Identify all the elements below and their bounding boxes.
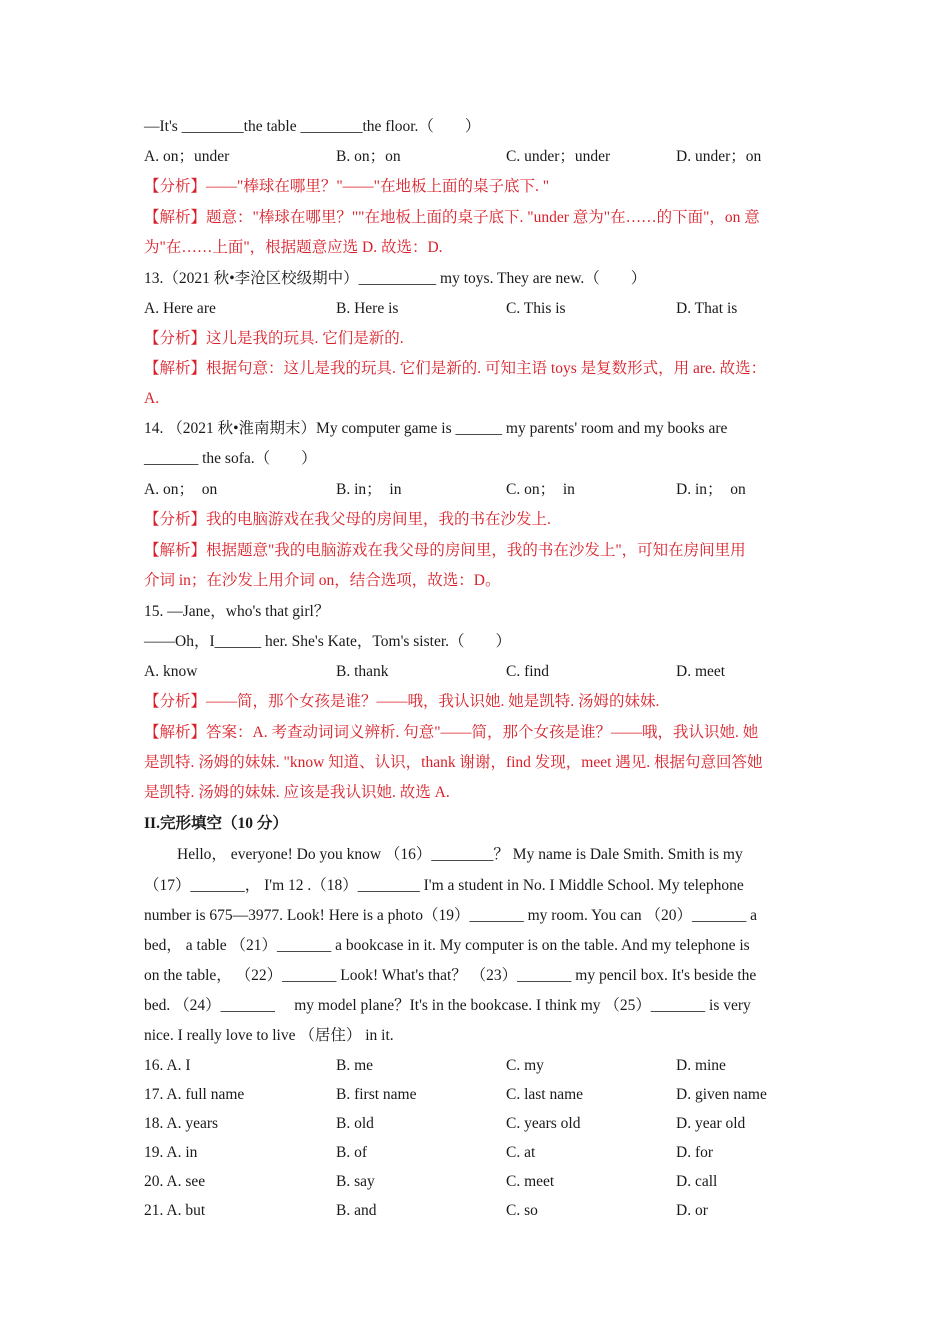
choice-row (144, 1085, 814, 1105)
passage-line: number is 675—3977. Look! Here is a photo（19）_______ my room. You can （20）_______ a (144, 907, 758, 924)
section-heading: II.完形填空（10 分） (144, 815, 288, 832)
question-stem-cont: ——Oh，I______ her. She's Kate，Tom's sister.（ ） (144, 633, 512, 650)
option-b: B. old (336, 1115, 374, 1132)
option-d: D. for (676, 1144, 714, 1161)
option-a: 21. A. but (144, 1202, 206, 1219)
option-a: 19. A. in (144, 1144, 198, 1161)
option-c: C. at (506, 1144, 536, 1161)
passage-line: （17）_______， I'm 12 .（18）________ I'm a student in No. I Middle School. My telephone (144, 877, 744, 894)
option-c: C. under；under (506, 148, 611, 165)
choice-row (144, 1056, 814, 1076)
explanation-cont: 是凯特. 汤姆的妹妹. 应该是我认识她. 故选 A. (144, 784, 450, 801)
option-a: 18. A. years (144, 1115, 219, 1132)
option-a: A. on； on (144, 481, 218, 498)
choice-row (144, 1114, 814, 1134)
option-b: B. me (336, 1057, 374, 1074)
passage-line: Hello， everyone! Do you know （16）________？ My name is Dale Smith. Smith is my (177, 846, 743, 863)
options-row (144, 147, 814, 167)
option-c: C. so (506, 1202, 538, 1219)
option-d: D. mine (676, 1057, 726, 1074)
option-d: D. call (676, 1173, 718, 1190)
analysis: 【分析】——简，那个女孩是谁？——哦，我认识她. 她是凯特. 汤姆的妹妹. (144, 693, 660, 710)
explanation: 【解析】题意："棒球在哪里？""在地板上面的桌子底下. "under 意为"在……的下面"，on 意 (144, 209, 760, 226)
choice-row (144, 1201, 814, 1221)
analysis-tag: 【分析】 (144, 178, 207, 195)
option-c: C. my (506, 1057, 544, 1074)
explain-tag: 【解析】 (144, 542, 207, 559)
options-row (144, 662, 814, 682)
analysis: 【分析】这儿是我的玩具. 它们是新的. (144, 330, 404, 347)
explanation: 【解析】答案：A. 考查动词词义辨析. 句意"——简，那个女孩是谁？——哦，我认识她. 她 (144, 724, 759, 741)
analysis-tag: 【分析】 (144, 330, 207, 347)
option-d: D. or (676, 1202, 708, 1219)
explanation-cont: 介词 in；在沙发上用介词 on，结合选项，故选：D。 (144, 572, 501, 589)
analysis-tag: 【分析】 (144, 511, 207, 528)
option-b: B. on；on (336, 148, 401, 165)
explanation: 【解析】根据题意"我的电脑游戏在我父母的房间里，我的书在沙发上"，可知在房间里用 (144, 542, 746, 559)
option-c: C. find (506, 663, 550, 680)
passage-line: on the table， （22）_______ Look! What's that？ （23）_______ my pencil box. It's beside the (144, 967, 757, 984)
choice-row (144, 1143, 814, 1163)
passage-line: nice. I really love to live （居住） in it. (144, 1027, 394, 1044)
explain-tag: 【解析】 (144, 360, 207, 377)
choice-row (144, 1172, 814, 1192)
explain-tag: 【解析】 (144, 724, 207, 741)
question-stem: 13.（2021 秋•李沧区校级期中）__________ my toys. They are new.（ ） (144, 270, 647, 287)
passage-line: bed. （24）_______ my model plane？It's in the bookcase. I think my （25）_______ is very (144, 997, 751, 1014)
option-b: B. first name (336, 1086, 417, 1103)
explanation-cont: A. (144, 390, 160, 407)
question-stem: 15. —Jane，who's that girl？ (144, 603, 330, 620)
question-stem: 14. （2021 秋•淮南期末）My computer game is ______ my parents' room and my books are (144, 420, 728, 437)
option-c: C. last name (506, 1086, 584, 1103)
option-c: C. years old (506, 1115, 581, 1132)
option-b: B. in； in (336, 481, 402, 498)
option-d: D. given name (676, 1086, 767, 1103)
option-a: A. Here are (144, 300, 216, 317)
option-a: 16. A. I (144, 1057, 191, 1074)
option-d: D. in； on (676, 481, 746, 498)
option-b: B. Here is (336, 300, 399, 317)
option-b: B. say (336, 1173, 375, 1190)
option-d: D. year old (676, 1115, 746, 1132)
option-d: D. under；on (676, 148, 762, 165)
option-a: A. on；under (144, 148, 230, 165)
analysis: 【分析】我的电脑游戏在我父母的房间里，我的书在沙发上. (144, 511, 551, 528)
option-a: 20. A. see (144, 1173, 206, 1190)
option-b: B. and (336, 1202, 377, 1219)
option-c: C. This is (506, 300, 566, 317)
option-c: C. meet (506, 1173, 555, 1190)
option-c: C. on； in (506, 481, 575, 498)
options-row (144, 480, 814, 500)
explanation-cont: 是凯特. 汤姆的妹妹. "know 知道、认识，thank 谢谢，find 发现，meet 遇见. 根据句意回答她 (144, 754, 763, 771)
explanation: 【解析】根据句意：这儿是我的玩具. 它们是新的. 可知主语 toys 是复数形式，用 are. 故选： (144, 360, 767, 377)
explain-tag: 【解析】 (144, 209, 207, 226)
analysis: 【分析】——"棒球在哪里？"——"在地板上面的桌子底下. " (144, 178, 550, 195)
option-a: A. know (144, 663, 198, 680)
options-row (144, 299, 814, 319)
explanation-cont: 为"在……上面"，根据题意应选 D. 故选：D. (144, 239, 443, 256)
option-d: D. meet (676, 663, 726, 680)
passage-line: bed， a table （21）_______ a bookcase in it. My computer is on the table. And my telephone is (144, 937, 750, 954)
option-a: 17. A. full name (144, 1086, 245, 1103)
question-stem-cont: _______ the sofa.（ ） (144, 450, 317, 467)
option-b: B. of (336, 1144, 367, 1161)
analysis-tag: 【分析】 (144, 693, 207, 710)
option-b: B. thank (336, 663, 389, 680)
question-stem: —It's ________the table ________the floor.（ ） (144, 118, 481, 135)
option-d: D. That is (676, 300, 738, 317)
